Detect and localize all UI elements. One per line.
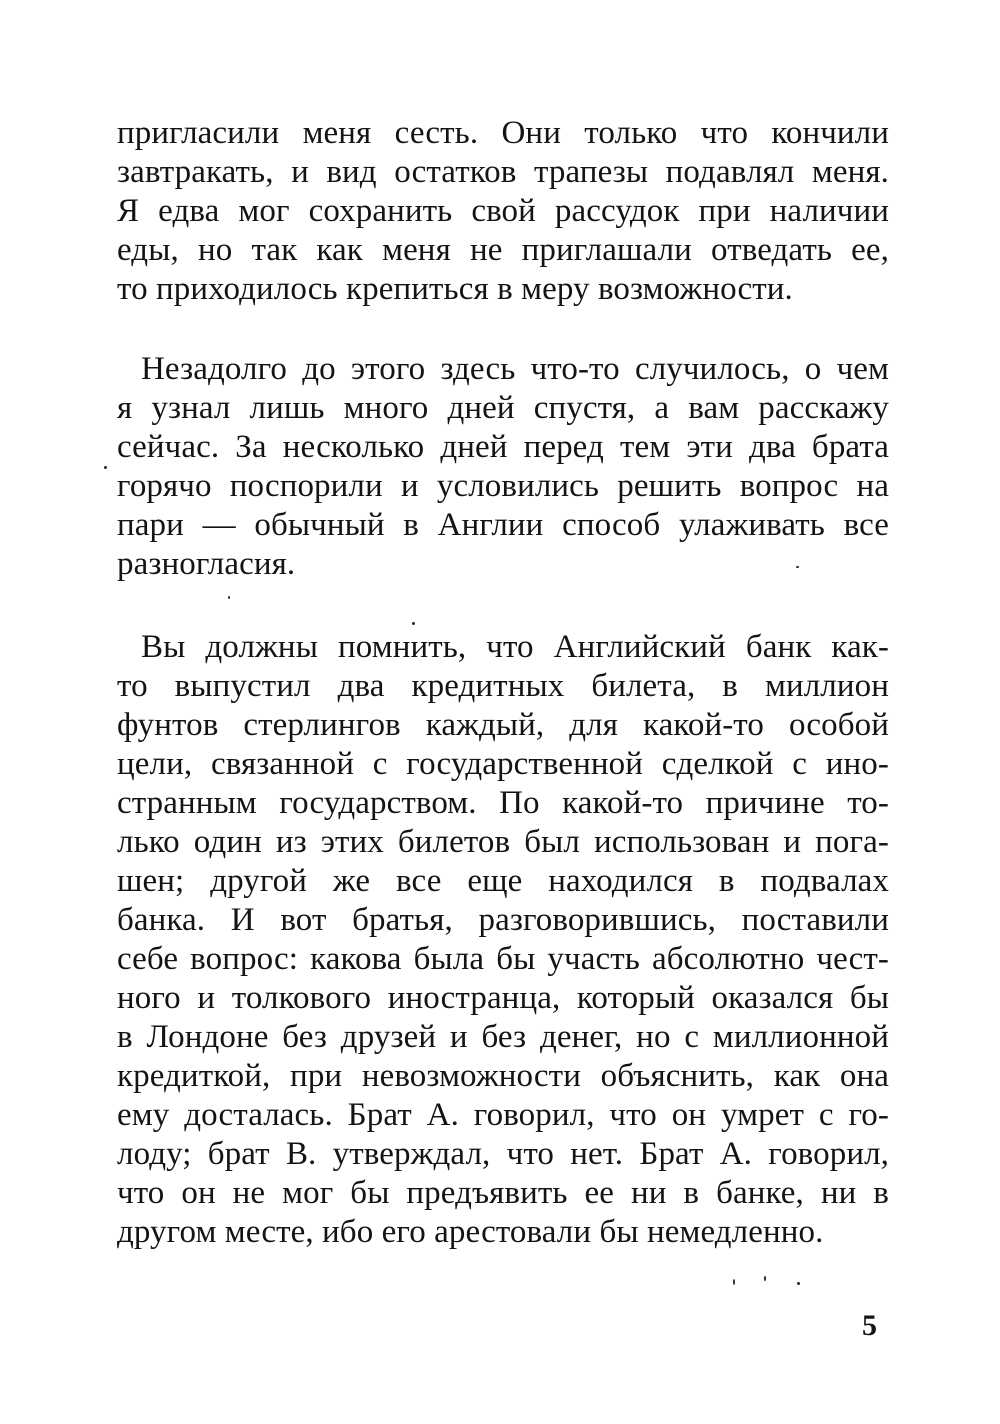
text-line: странным государством. По какой-то причине то- (117, 785, 889, 821)
scan-speck (764, 1276, 766, 1281)
text-line: что он не мог бы предъявить ее ни в банке, ни в (117, 1175, 889, 1211)
scan-speck (104, 466, 107, 469)
text-line: другом месте, ибо его арестовали бы немедленно. (117, 1214, 824, 1250)
scan-speck (228, 596, 230, 599)
scan-speck (797, 1282, 800, 1285)
text-line: банка. И вот братья, разговорившись, поставили (117, 902, 889, 938)
text-line: сейчас. За несколько дней перед тем эти два брата (117, 429, 889, 465)
text-line: еды, но так как меня не приглашали отведать ее, (117, 232, 889, 268)
text-line: пари — обычный в Англии способ улаживать все (117, 507, 889, 543)
page-number: 5 (862, 1309, 877, 1342)
text-line: в Лондоне без друзей и без денег, но с миллионной (117, 1019, 889, 1055)
text-line: пригласили меня сесть. Они только что кончили (117, 115, 889, 151)
text-line: Я едва мог сохранить свой рассудок при наличии (117, 193, 889, 229)
text-line: шен; другой же все еще находился в подвалах (117, 863, 889, 899)
scan-speck (796, 566, 799, 568)
text-line: фунтов стерлингов каждый, для какой-то особой (117, 707, 889, 743)
text-line: я узнал лишь много дней спустя, а вам расскажу (117, 390, 889, 426)
text-line: завтракать, и вид остатков трапезы подавлял меня. (117, 154, 889, 190)
paragraph-2 (117, 350, 889, 584)
text-line: лько один из этих билетов был использован и пога- (117, 824, 889, 860)
paragraph-3 (117, 628, 889, 1252)
text-line: горячо поспорили и условились решить вопрос на (117, 468, 889, 504)
text-line: цели, связанной с государственной сделкой с ино- (117, 746, 889, 782)
text-line: себе вопрос: какова была бы участь абсолютно чест- (117, 941, 889, 977)
text-line: разногласия. (117, 546, 296, 582)
text-line: лоду; брат В. утверждал, что нет. Брат А. говорил, (117, 1136, 889, 1172)
text-line: ему досталась. Брат А. говорил, что он умрет с го- (117, 1097, 889, 1133)
scan-speck (412, 622, 415, 625)
text-line: Незадолго до этого здесь что-то случилось, о чем (141, 351, 889, 387)
text-line: кредиткой, при невозможности объяснить, как она (117, 1058, 889, 1094)
text-line: то приходилось крепиться в меру возможности. (117, 271, 793, 307)
text-line: Вы должны помнить, что Английский банк как- (141, 629, 889, 665)
paragraph-1 (117, 114, 889, 309)
text-line: то выпустил два кредитных билета, в миллион (117, 668, 889, 704)
scan-speck (733, 1279, 735, 1285)
text-line: ного и толкового иностранца, который оказался бы (117, 980, 889, 1016)
